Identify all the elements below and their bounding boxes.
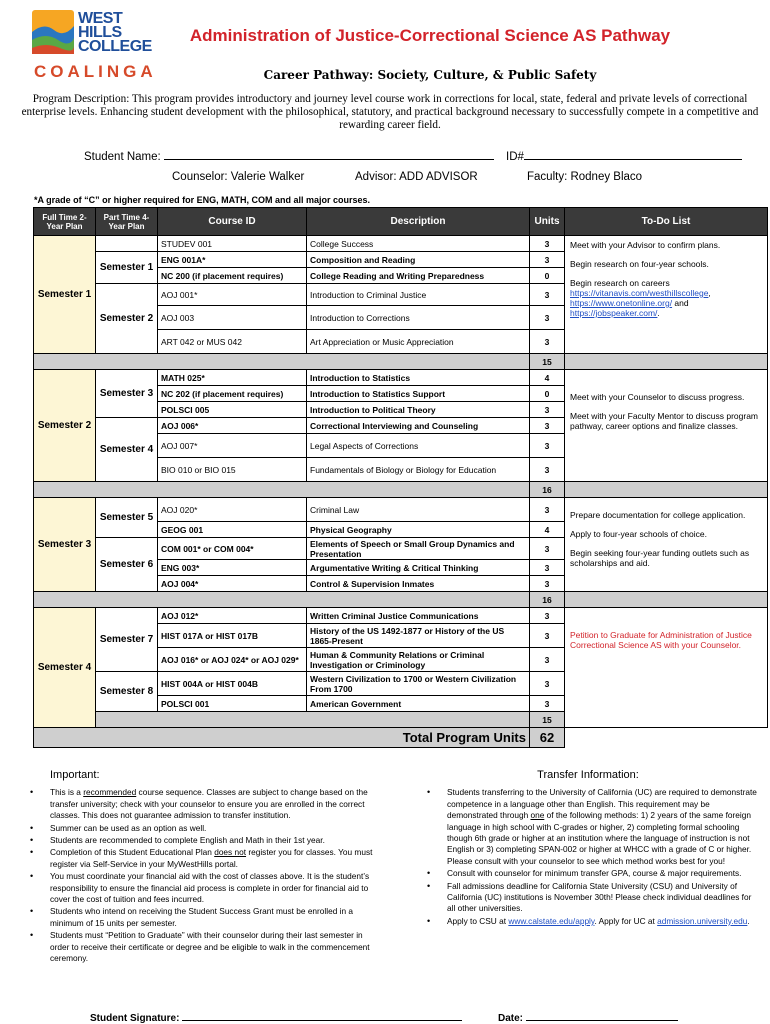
faculty: Faculty: Rodney Blaco [527,171,643,183]
course-desc: Fundamentals of Biology or Biology for Education [307,458,530,482]
part-semester-1: Semester 1 [96,252,158,284]
course-id: NC 200 (if placement requires) [158,268,307,284]
course-id: AOJ 006* [158,418,307,434]
part-semester-8: Semester 8 [96,672,158,712]
course-id: GEOG 001 [158,522,307,538]
course-id: MATH 025* [158,370,307,386]
transfer-item: • Students transferring to the University of California (UC) are required to demonstrate competence in a language other than English. This requirement may be demonstrated through one of the following methods: 1) 2 years of the same foreign language in high school with C-grades or higher, 2) completing formal schooling though 6th grade or higher at an institution where the language of instruction is not English or 3) completing SPAN-002 or higher at WHCC with a grade of C or higher. Please consult with your counselor to see which method works best for you! [447,787,759,867]
course-desc: Art Appreciation or Music Appreciation [307,330,530,354]
jobspeaker-link[interactable]: https://jobspeaker.com/ [570,308,658,318]
full-semester-4: Semester 4 [34,608,96,728]
header-full-time: Full Time 2-Year Plan [34,208,96,236]
student-signature-row [90,1011,462,1024]
csu-apply-link[interactable]: www.calstate.edu/apply [508,915,595,926]
transfer-item: • Fall admissions deadline for California State University (CSU) and University of California (UC) institutions is November 30th! Please check individual deadlines for all other universities. [447,881,759,915]
course-id: AOJ 004* [158,576,307,592]
course-id: AOJ 020* [158,498,307,522]
transfer-section [447,770,759,928]
course-id: AOJ 012* [158,608,307,624]
table-header [34,208,768,236]
college-emblem-icon [32,10,74,54]
course-id: AOJ 007* [158,434,307,458]
course-units: 0 [530,386,565,402]
course-id: AOJ 001* [158,284,307,306]
course-id: AOJ 016* or AOJ 024* or AOJ 029* [158,648,307,672]
part-semester-7: Semester 7 [96,608,158,672]
semester-3-total: 16 [530,592,565,608]
semester-total-row [34,592,768,608]
course-id: COM 001* or COM 004* [158,538,307,560]
header-todo: To-Do List [565,208,768,236]
important-item: • Summer can be used as an option as well. [50,823,380,834]
header-course-id: Course ID [158,208,307,236]
transfer-item: • Apply to CSU at www.calstate.edu/apply. Apply for UC at admission.university.edu. [447,916,759,927]
full-semester-3: Semester 3 [34,498,96,592]
grade-requirement-note: *A grade of “C” or higher required for ENG, MATH, COM and all major courses. [34,195,371,205]
course-units: 3 [530,538,565,560]
course-desc: Criminal Law [307,498,530,522]
date-row [498,1011,678,1024]
course-desc: Introduction to Criminal Justice [307,284,530,306]
onetonline-link[interactable]: https://www.onetonline.org/ [570,298,673,308]
part-semester-4: Semester 4 [96,418,158,482]
course-id: HIST 004A or HIST 004B [158,672,307,696]
important-item: • Students are recommended to complete English and Math in their 1st year. [50,835,380,846]
course-units: 3 [530,434,565,458]
id-row [506,149,742,163]
course-units: 3 [530,330,565,354]
signature-field[interactable] [182,1011,462,1021]
advisor: Advisor: ADD ADVISOR [355,171,478,183]
course-id: AOJ 003 [158,306,307,330]
course-units: 3 [530,608,565,624]
course-units: 3 [530,236,565,252]
part-semester-6: Semester 6 [96,538,158,592]
header-units: Units [530,208,565,236]
college-logo [32,10,157,82]
full-semester-1: Semester 1 [34,236,96,354]
course-units: 3 [530,560,565,576]
uc-apply-link[interactable]: admission.university.edu [657,915,748,926]
course-id: HIST 017A or HIST 017B [158,624,307,648]
todo-semester-2: Meet with your Counselor to discuss progress. Meet with your Faculty Mentor to discuss program pathway, career options and finalize classes. [565,370,768,482]
course-id: ENG 001A* [158,252,307,268]
course-units: 3 [530,576,565,592]
course-units: 3 [530,624,565,648]
part-semester-3: Semester 3 [96,370,158,418]
program-description: Program Description: This program provides introductory and journey level course work in corrections for local, state, federal and private levels of correctional enterprise levels. Enhancing student development with the philosophical, statutory, and practical background necessary to successfully compete in a competitive and rewarding career field. [21,93,759,131]
course-desc: History of the US 1492-1877 or History of the US 1865-Present [307,624,530,648]
table-row [34,370,768,386]
todo-semester-4: Petition to Graduate for Administration of Justice Correctional Science AS with your Counselor. [565,608,768,728]
course-desc: Argumentative Writing & Critical Thinking [307,560,530,576]
total-row [34,728,768,748]
transfer-item: • Consult with counselor for minimum transfer GPA, course & major requirements. [447,868,759,879]
table-row [34,236,768,252]
course-units: 3 [530,402,565,418]
course-desc: Correctional Interviewing and Counseling [307,418,530,434]
part-semester-5: Semester 5 [96,498,158,538]
student-name-row [84,149,494,163]
part-semester-2: Semester 2 [96,284,158,354]
course-units: 3 [530,458,565,482]
course-units: 3 [530,648,565,672]
header-description: Description [307,208,530,236]
table-row [34,608,768,624]
course-desc: Introduction to Political Theory [307,402,530,418]
course-units: 3 [530,252,565,268]
important-item: • This is a recommended course sequence. Classes are subject to change based on the transfer university; check with your counselor to ensure you are enrolled in the correct classes. This does not guarantee admission to transfer institution. [50,787,380,821]
table-row [34,498,768,522]
course-desc: Introduction to Statistics Support [307,386,530,402]
logo-campus: COALINGA [34,62,157,81]
course-id: POLSCI 001 [158,696,307,712]
important-item: • Completion of this Student Educational Plan does not register you for classes. You must register via Self-Service in your MyWestHills portal. [50,847,380,870]
course-id: ENG 003* [158,560,307,576]
career-pathway: Career Pathway: Society, Culture, & Public Safety [263,68,597,82]
full-semester-2: Semester 2 [34,370,96,482]
course-desc: American Government [307,696,530,712]
course-units: 3 [530,498,565,522]
course-desc: College Success [307,236,530,252]
signature-label: Student Signature: [90,1013,180,1024]
id-field[interactable] [524,149,742,160]
date-field[interactable] [526,1011,678,1021]
course-id: STUDEV 001 [158,236,307,252]
course-id: POLSCI 005 [158,402,307,418]
course-units: 3 [530,306,565,330]
course-desc: Legal Aspects of Corrections [307,434,530,458]
important-item: • Students who intend on receiving the Student Success Grant must be enrolled in a minimum of 15 units per semester. [50,906,380,929]
page-title: Administration of Justice-Correctional Science AS Pathway [189,26,671,45]
total-units: 62 [530,728,565,748]
course-desc: Composition and Reading [307,252,530,268]
counselor: Counselor: Valerie Walker [172,171,305,183]
semester-total-row [34,482,768,498]
student-name-label: Student Name: [84,151,161,163]
todo-semester-1: Meet with your Advisor to confirm plans. Begin research on four-year schools. Begin research on careers https://vitanavis.com/westhillscollege, https://www.onetonline.org/ and https://jobspeaker.com/. [565,236,768,354]
course-units: 3 [530,284,565,306]
course-desc: Introduction to Corrections [307,306,530,330]
course-desc: Physical Geography [307,522,530,538]
important-item: • Students must “Petition to Graduate” with their counselor during their last semester in order to receive their certificate or degree and be eligible to walk in the commencement ceremony. [50,930,380,964]
course-units: 3 [530,696,565,712]
course-id: NC 202 (if placement requires) [158,386,307,402]
course-units: 3 [530,418,565,434]
semester-4-total: 15 [530,712,565,728]
vitanavis-link[interactable]: https://vitanavis.com/westhillscollege [570,288,709,298]
header-part-time: Part Time 4-Year Plan [96,208,158,236]
course-desc: Human & Community Relations or Criminal Investigation or Criminology [307,648,530,672]
semester-2-total: 16 [530,482,565,498]
important-item: • You must coordinate your financial aid with the cost of classes above. It is the student’s responsibility to ensure the financial aid process is complete in order for financial aid to cover the cost of tuition and fees incurred. [50,871,380,905]
total-label: Total Program Units [34,728,530,748]
course-desc: Written Criminal Justice Communications [307,608,530,624]
course-desc: Control & Supervision Inmates [307,576,530,592]
course-id: BIO 010 or BIO 015 [158,458,307,482]
id-label: ID# [506,151,524,163]
semester-1-total: 15 [530,354,565,370]
course-desc: Elements of Speech or Small Group Dynamics and Presentation [307,538,530,560]
course-units: 4 [530,522,565,538]
course-desc: Western Civilization to 1700 or Western Civilization From 1700 [307,672,530,696]
course-plan-table [33,207,768,748]
todo-semester-3: Prepare documentation for college application. Apply to four-year schools of choice. Begin seeking four-year funding outlets such as scholarships and aid. [565,498,768,592]
important-heading: Important: [50,769,100,781]
course-desc: Introduction to Statistics [307,370,530,386]
important-section [50,770,380,966]
course-desc: College Reading and Writing Preparedness [307,268,530,284]
student-name-field[interactable] [164,149,494,160]
date-label: Date: [498,1013,524,1024]
semester-total-row [34,354,768,370]
logo-wordmark: WEST HILLS COLLEGE [78,10,152,55]
transfer-heading: Transfer Information: [537,769,639,781]
course-units: 0 [530,268,565,284]
course-units: 4 [530,370,565,386]
course-id: ART 042 or MUS 042 [158,330,307,354]
course-units: 3 [530,672,565,696]
